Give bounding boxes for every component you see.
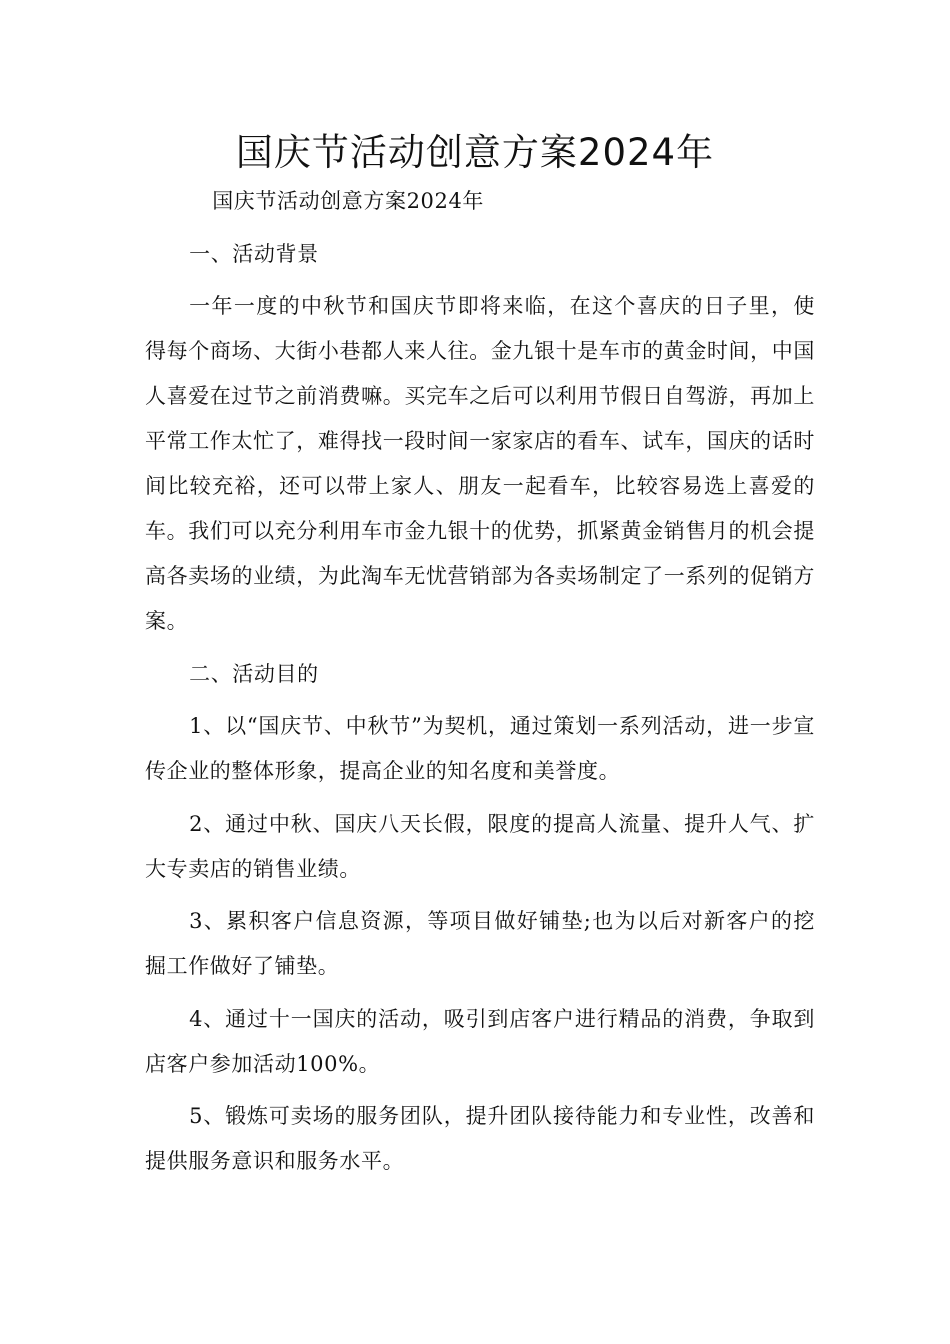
purpose-item-2: 2、通过中秋、国庆八天长假，限度的提高人流量、提升人气、扩大专卖店的销售业绩。 [145,811,815,881]
document-body [145,179,815,1192]
purpose-item-1: 1、以“国庆节、中秋节”为契机，通过策划一系列活动，进一步宣传企业的整体形象，提高企业的知名度和美誉度。 [145,714,815,783]
section-heading-purpose: 二、活动目的 [189,661,319,686]
purpose-item-5: 5、锻炼可卖场的服务团队，提升团队接待能力和专业性，改善和提供服务意识和服务水平。 [145,1104,815,1173]
document-subtitle: 国庆节活动创意方案2024年 [212,189,485,213]
document-title: 国庆节活动创意方案2024年 [235,131,715,174]
purpose-item-4: 4、通过十一国庆的活动，吸引到店客户进行精品的消费，争取到店客户参加活动100%。 [145,1006,815,1076]
section-heading-background: 一、活动背景 [189,241,319,266]
purpose-item-3: 3、累积客户信息资源，等项目做好铺垫;也为以后对新客户的挖掘工作做好了铺垫。 [145,909,815,978]
paragraph-background: 一年一度的中秋节和国庆节即将来临，在这个喜庆的日子里，使得每个商场、大街小巷都人来人往。金九银十是车市的黄金时间，中国人喜爱在过节之前消费嘛。买完车之后可以利用节假日自驾游，再加上平常工作太忙了，难得找一段时间一家家店的看车、试车，国庆的话时间比较充裕，还可以带上家人、朋友一起看车，比较容易选上喜爱的车。我们可以充分利用车市金九银十的优势，抓紧黄金销售月的机会提高各卖场的业绩，为此淘车无忧营销部为各卖场制定了一系列的促销方案。 [145,294,815,633]
